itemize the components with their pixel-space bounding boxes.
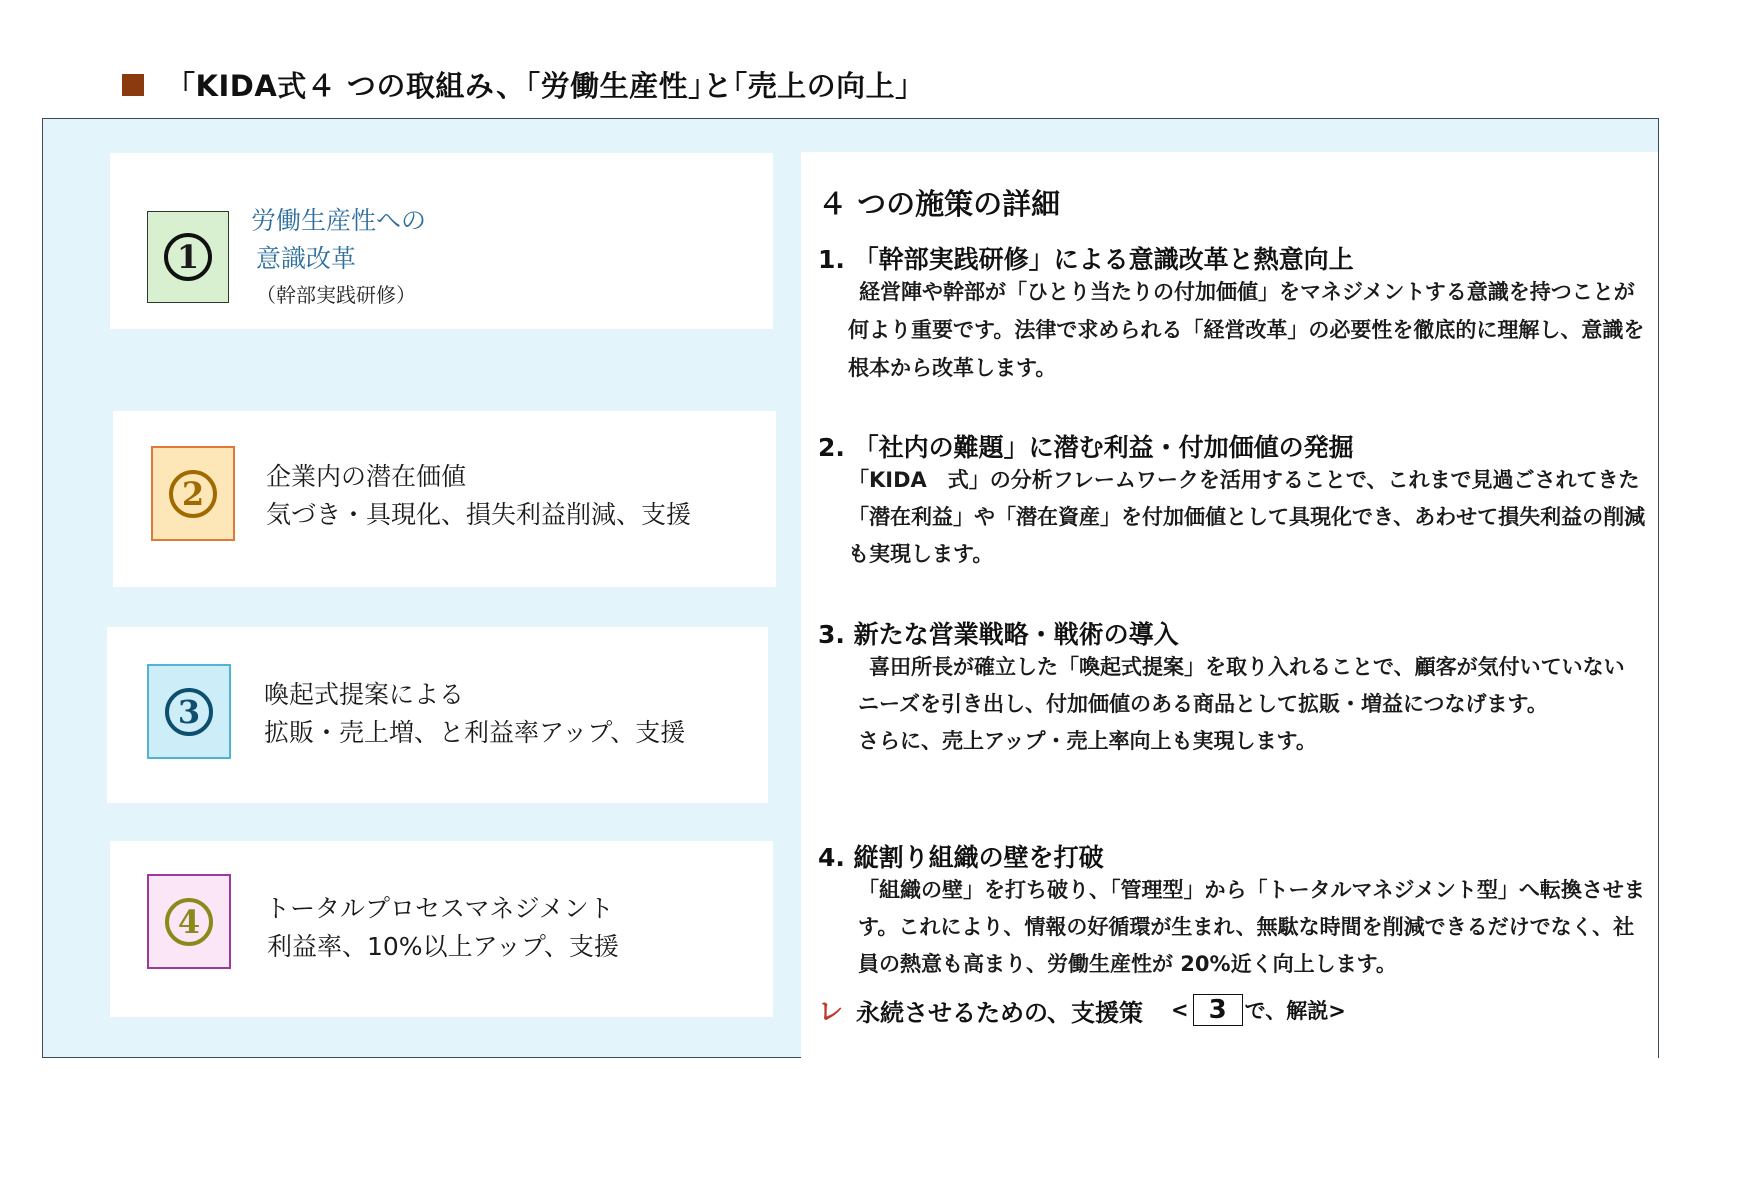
page-reference [1171,994,1346,1026]
measure-card-3 [107,627,768,803]
details-column [801,152,1658,1058]
section-4-line-3: 員の熱意も高まり、労働生産性が 20%近く向上します。 [858,952,1397,976]
section-2-line-2: 「潜在利益」や「潜在資産」を付加価値として具現化でき、あわせて損失利益の削減 [848,505,1646,529]
number-box-3 [147,664,231,759]
section-1-line-2: 何より重要です。法律で求められる「経営改革」の必要性を徹底的に理解し、意識を [848,318,1645,342]
number-box-4 [147,874,231,969]
section-2-title: 2. 「社内の難題」に潜む利益・付加価値の発掘 [818,433,1354,462]
card-4-line-1: トータルプロセスマネジメント [265,894,614,923]
circled-number-2-icon: 2 [169,470,217,518]
card-3-line-2: 拡販・売上増、と利益率アップ、支援 [264,718,686,747]
check-mark-icon: レ [818,997,844,1026]
section-1-line-3: 根本から改革します。 [848,356,1057,380]
section-4-line-1: 「組織の壁」を打ち破り、「管理型」から「トータルマネジメント型」へ転換させま [858,878,1645,902]
card-1-subtext: （幹部実践研修） [256,283,416,307]
details-heading: ４ つの施策の詳細 [818,187,1061,221]
page-reference-open: < [1171,998,1189,1022]
card-1-line-1: 労働生産性への [251,206,427,235]
measure-card-2 [113,411,776,587]
section-2-line-3: も実現します。 [848,542,994,566]
section-3-line-2: ニーズを引き出し、付加価値のある商品として拡販・増益につなげます。 [858,692,1548,716]
circled-number-4-icon: 4 [165,898,213,946]
page-title: 「KIDA式４ つの取組み、｢労働生産性｣と｢売上の向上｣ [166,69,911,103]
section-3-line-1: 喜田所長が確立した「喚起式提案」を取り入れることで、顧客が気付いていない [869,655,1625,679]
card-2-line-1: 企業内の潜在価値 [266,462,467,491]
support-footer [818,992,1346,1028]
card-1-line-2: 意識改革 [256,244,357,273]
circled-number-3-icon: 3 [165,688,213,736]
page-number-box: 3 [1193,994,1243,1026]
section-2-line-1: 「KIDA 式」の分析フレームワークを活用することで、これまで見過ごされてきた [848,468,1640,492]
measure-card-4 [110,841,773,1017]
title-square-bullet [122,74,144,96]
card-4-line-2: 利益率、10%以上アップ、支援 [267,932,619,961]
section-3-title: 3. 新たな営業戦略・戦術の導入 [818,620,1179,649]
section-1-title: 1. 「幹部実践研修」による意識改革と熱意向上 [818,245,1354,274]
number-box-2 [151,446,235,541]
section-1-line-1: 経営陣や幹部が「ひとり当たりの付加価値」をマネジメントする意識を持つことが [859,280,1635,304]
page-reference-close: で、解説> [1244,999,1346,1023]
card-3-line-1: 喚起式提案による [264,680,465,709]
number-box-1 [147,211,229,303]
card-2-line-2: 気づき・具現化、損失利益削減、支援 [266,500,692,529]
section-4-line-2: す。これにより、情報の好循環が生まれ、無駄な時間を削減できるだけでなく、社 [858,915,1635,939]
measure-card-1 [110,153,773,329]
page-title-row [122,64,910,105]
support-text: 永続させるための、支援策 [856,998,1144,1027]
section-3-line-3: さらに、売上アップ・売上率向上も実現します。 [858,729,1317,753]
section-4-title: 4. 縦割り組織の壁を打破 [818,843,1104,872]
circled-number-1-icon: 1 [164,233,212,281]
